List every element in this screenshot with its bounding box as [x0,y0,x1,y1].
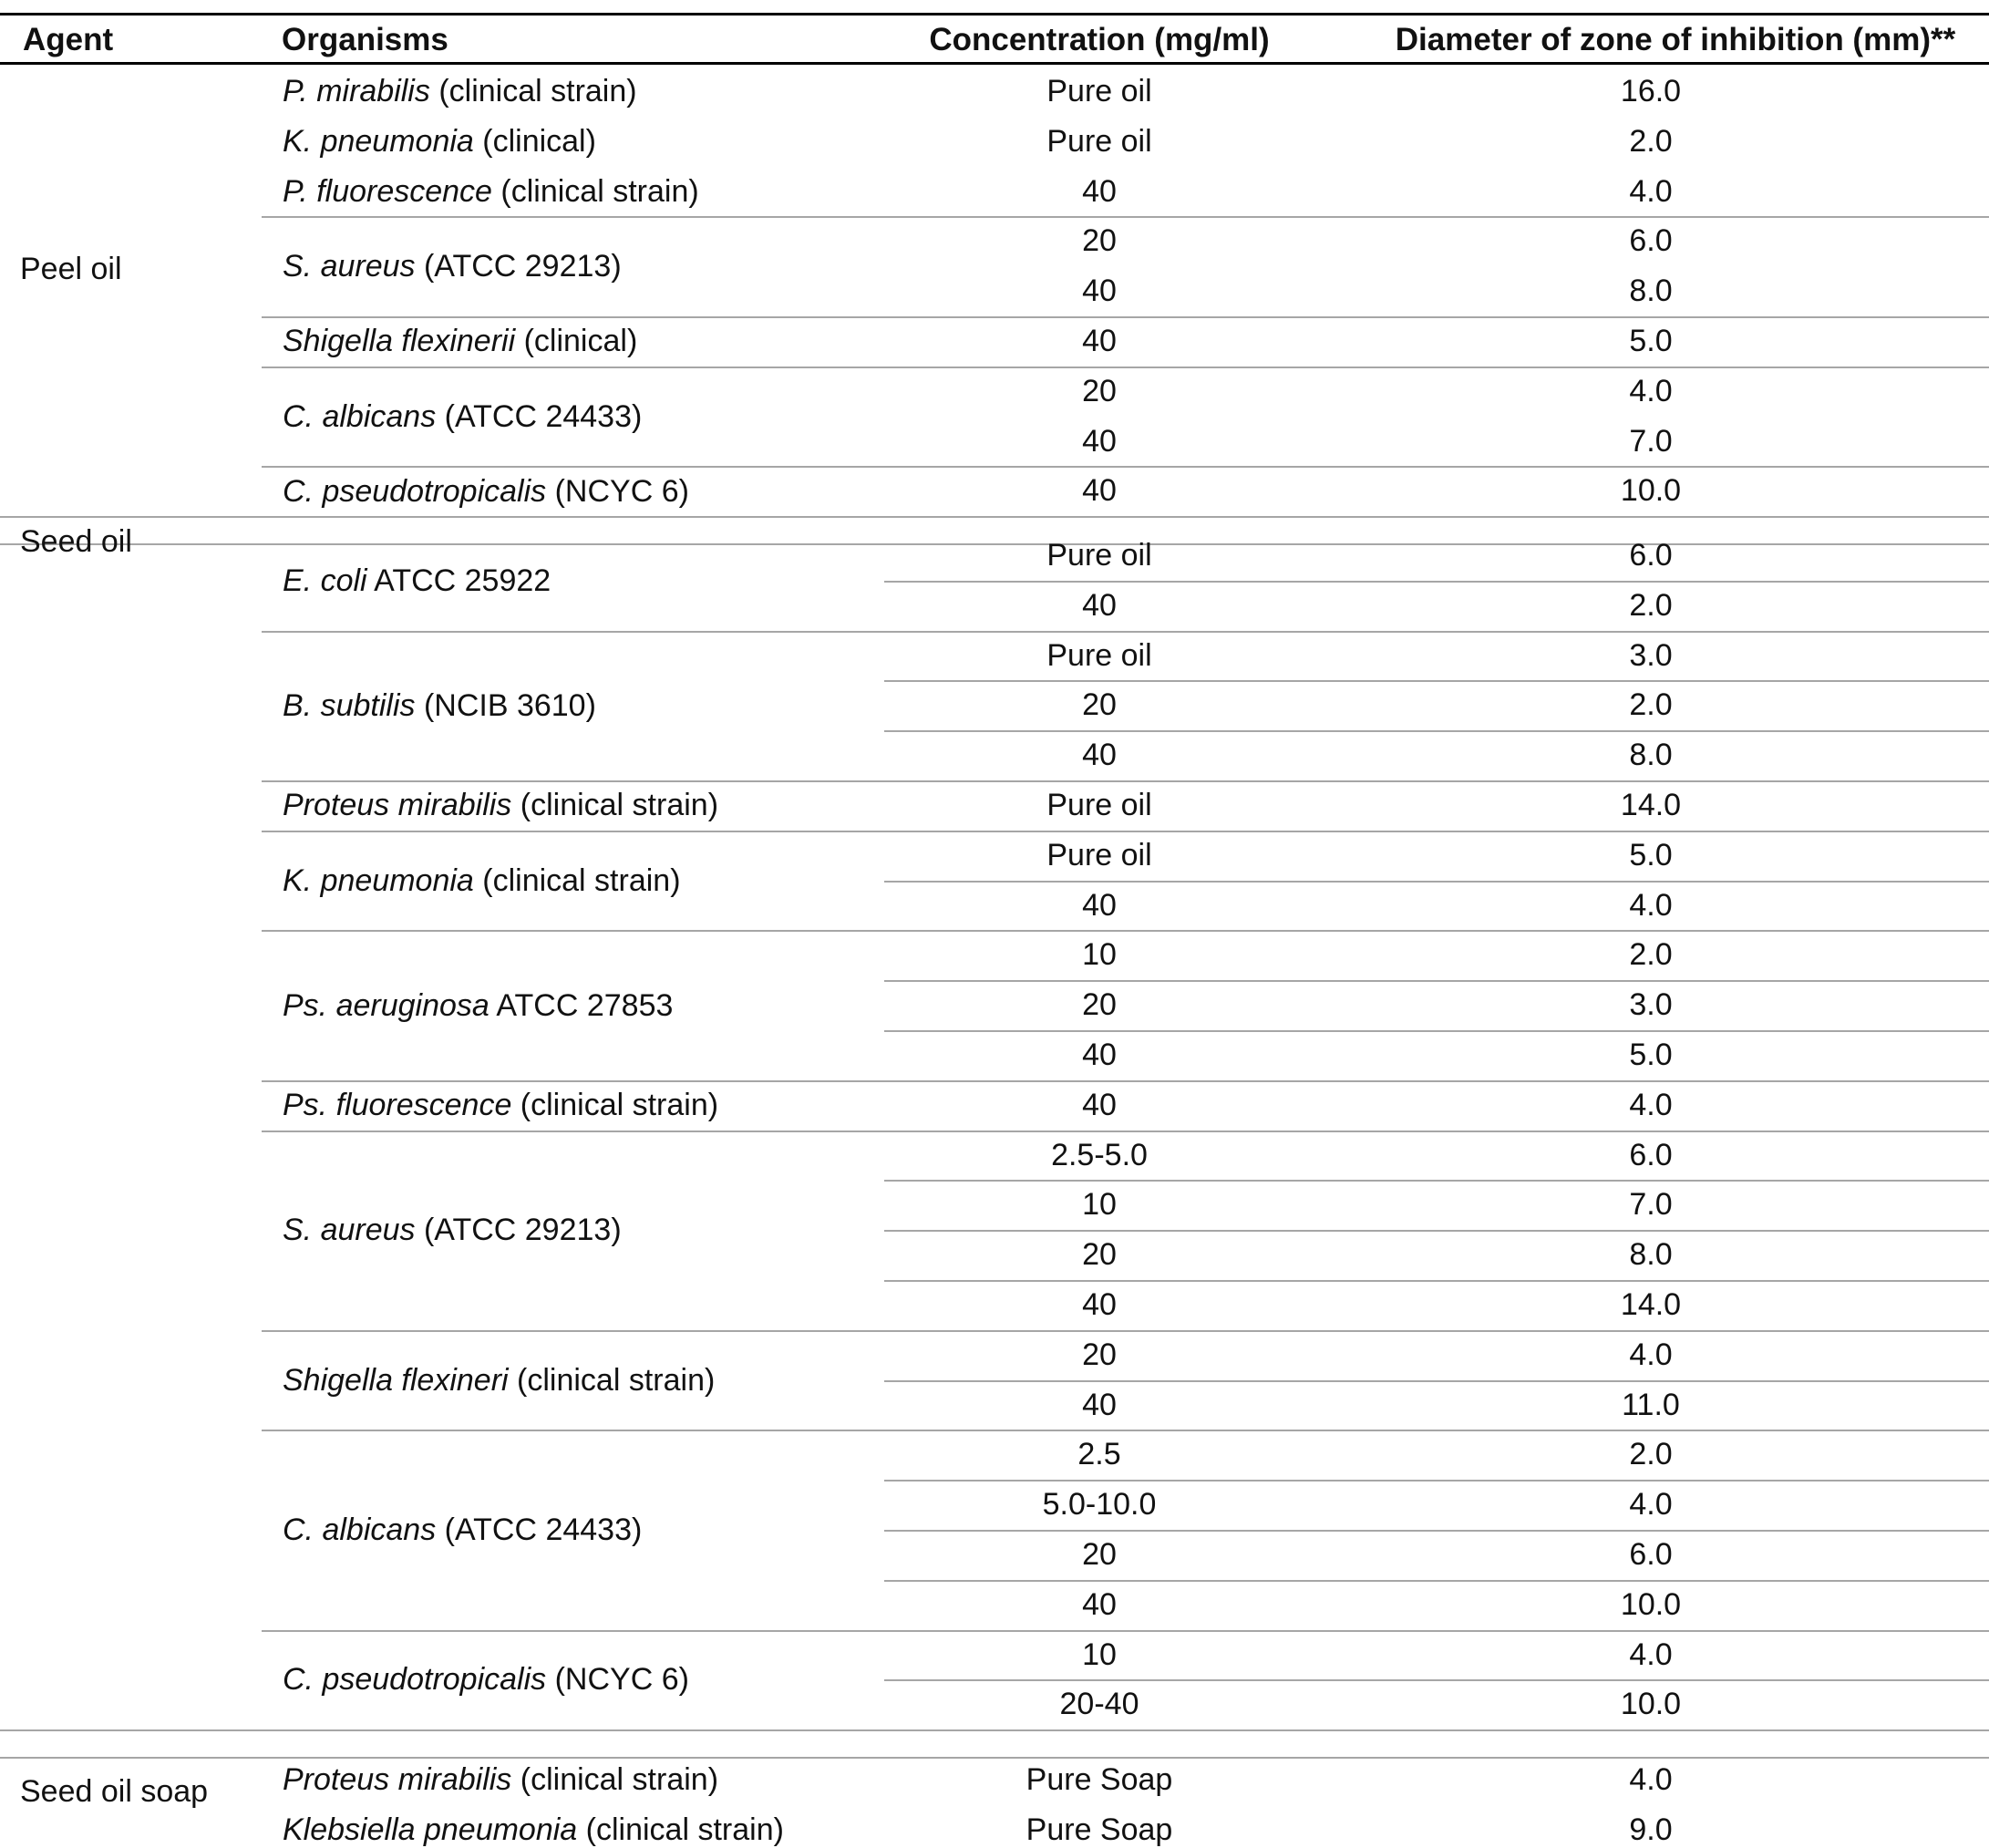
diameter-cell: 6.0 [1629,1137,1673,1172]
organism-name [283,248,622,284]
organism-strain: (ATCC 24433) [436,398,643,434]
sub-row-divider [884,680,1989,682]
diameter-cell: 8.0 [1629,738,1673,773]
concentration-cell: Pure oil [1046,74,1152,108]
organism-species: S. aureus [283,1213,416,1248]
concentration-cell: Pure oil [1046,538,1152,573]
diameter-cell: 2.0 [1629,587,1673,623]
organism-name [283,398,642,435]
concentration-cell: 40 [1082,1087,1117,1122]
sub-row-divider [884,1030,1989,1032]
diameter-cell: 11.0 [1622,1387,1680,1422]
organism-species: Ps. aeruginosa [283,987,490,1023]
organism-species: B. subtilis [283,687,416,723]
sub-row-divider [884,581,1989,583]
header-agent: Agent [23,22,114,57]
organism-divider [262,316,1989,318]
organism-strain: ATCC 25922 [366,563,551,598]
diameter-cell: 14.0 [1620,1287,1682,1322]
concentration-cell: 10 [1082,1187,1117,1223]
organism-strain: ATCC 27853 [489,987,674,1023]
concentration-cell: 40 [1082,1287,1117,1322]
concentration-cell: 2.5-5.0 [1051,1137,1148,1172]
organism-species: K. pneumonia [283,862,474,898]
diameter-cell: 10.0 [1620,1687,1682,1722]
agent-label: Peel oil [20,252,122,286]
concentration-cell: 20-40 [1059,1687,1139,1722]
organism-strain: (clinical strain) [508,1362,716,1398]
organism-divider [262,780,1989,782]
concentration-cell: 20 [1082,1337,1117,1372]
concentration-cell: 20 [1082,373,1117,408]
diameter-cell: 4.0 [1629,173,1673,209]
organism-divider [262,930,1989,932]
group-end-rule [0,1729,1989,1731]
organism-name [283,563,551,599]
sub-row-divider [884,1480,1989,1481]
organism-species: C. albicans [283,1512,437,1547]
diameter-cell: 14.0 [1620,788,1682,822]
organism-name [283,987,673,1024]
concentration-cell: Pure Soap [1025,1762,1173,1797]
diameter-cell: 6.0 [1629,1537,1673,1572]
organism-species: E. coli [283,563,367,598]
concentration-cell: 20 [1082,1237,1117,1273]
diameter-cell: 4.0 [1629,1337,1673,1372]
concentration-cell: 40 [1082,1038,1117,1072]
diameter-cell: 5.0 [1629,1038,1673,1072]
organism-strain: (clinical) [473,124,596,160]
organism-name [283,323,637,359]
organism-name [283,862,681,899]
concentration-cell: Pure Soap [1025,1812,1173,1847]
sub-row-divider [884,1679,1989,1681]
group-start-rule [0,543,1989,545]
concentration-cell: 40 [1082,423,1117,459]
diameter-cell: 5.0 [1629,837,1673,872]
diameter-cell: 6.0 [1629,223,1673,259]
organism-name [283,1362,715,1399]
agent-label: Seed oil soap [20,1774,209,1809]
sub-row-divider [884,730,1989,732]
organism-strain: (clinical strain) [429,74,637,109]
organism-name [283,1087,718,1123]
diameter-cell: 8.0 [1629,1237,1673,1273]
sub-row-divider [884,881,1989,883]
diameter-cell: 4.0 [1629,887,1673,923]
concentration-cell: 20 [1082,987,1117,1023]
organism-strain: (ATCC 24433) [436,1512,643,1547]
diameter-cell: 4.0 [1629,1487,1673,1523]
sub-row-divider [884,1530,1989,1532]
organism-species: C. albicans [283,398,437,434]
table-top-rule [0,13,1989,15]
organism-divider [262,1130,1989,1132]
organism-strain: (ATCC 29213) [415,1213,622,1248]
concentration-cell: 40 [1082,738,1117,773]
diameter-cell: 4.0 [1629,1087,1673,1122]
organism-strain: (ATCC 29213) [415,249,622,284]
sub-row-divider [884,1280,1989,1282]
concentration-cell: 40 [1082,587,1117,623]
organism-divider [262,1430,1989,1431]
sub-row-divider [884,1180,1989,1182]
concentration-cell: Pure oil [1046,123,1152,159]
sub-row-divider [884,1380,1989,1382]
header-diameter: Diameter of zone of inhibition (mm)** [1395,22,1956,57]
diameter-cell: 8.0 [1629,274,1673,309]
organism-divider [262,466,1989,468]
diameter-cell: 7.0 [1629,423,1673,459]
organism-species: Ps. fluorescence [283,1088,512,1123]
organism-strain: (clinical) [515,324,638,359]
diameter-cell: 9.0 [1629,1812,1673,1847]
organism-species: C. pseudotropicalis [283,473,547,509]
organism-species: C. pseudotropicalis [283,1662,547,1698]
diameter-cell: 16.0 [1620,74,1682,108]
header-organisms: Organisms [282,22,448,57]
organism-species: Shigella flexineri [283,1362,509,1398]
concentration-cell: Pure oil [1046,788,1152,822]
agent-label: Seed oil [20,524,132,559]
organism-name [283,1512,642,1548]
sub-row-divider [884,1580,1989,1582]
organism-name [283,687,596,724]
organism-strain: (clinical strain) [511,788,719,823]
diameter-cell: 10.0 [1620,1586,1682,1622]
organism-name [283,473,689,510]
organism-divider [262,831,1989,832]
organism-name [283,123,596,160]
organism-species: Proteus mirabilis [283,1762,512,1798]
organism-divider [262,1330,1989,1332]
diameter-cell: 2.0 [1629,937,1673,973]
diameter-cell: 2.0 [1629,123,1673,159]
header-concentration: Concentration (mg/ml) [929,22,1270,57]
organism-species: Klebsiella pneumonia [283,1812,578,1848]
organism-species: S. aureus [283,249,416,284]
organism-strain: (clinical strain) [511,1762,719,1798]
concentration-cell: 2.5 [1077,1437,1121,1472]
concentration-cell: 20 [1082,687,1117,723]
concentration-cell: 10 [1082,1636,1117,1672]
organism-strain: (clinical strain) [473,862,681,898]
organism-name [283,1761,718,1798]
organism-strain: (NCIB 3610) [415,687,596,723]
concentration-cell: 10 [1082,937,1117,973]
concentration-cell: 40 [1082,324,1117,358]
diameter-cell: 7.0 [1629,1187,1673,1223]
organism-strain: (NCYC 6) [546,1662,689,1698]
organism-name [283,787,718,823]
organism-species: Proteus mirabilis [283,788,512,823]
diameter-cell: 4.0 [1629,1762,1673,1797]
organism-name [283,73,637,109]
organism-divider [262,1630,1989,1632]
organism-name [283,1812,784,1848]
concentration-cell: 20 [1082,223,1117,259]
diameter-cell: 5.0 [1629,324,1673,358]
concentration-cell: 40 [1082,173,1117,209]
concentration-cell: 40 [1082,473,1117,509]
organism-name [283,1212,622,1248]
organism-name [283,173,699,210]
diameter-cell: 2.0 [1629,687,1673,723]
organism-divider [262,367,1989,368]
diameter-cell: 4.0 [1629,373,1673,408]
organism-divider [262,216,1989,218]
concentration-cell: 40 [1082,1586,1117,1622]
concentration-cell: Pure oil [1046,837,1152,872]
diameter-cell: 3.0 [1629,987,1673,1023]
organism-strain: (clinical strain) [577,1812,784,1848]
organism-species: K. pneumonia [283,124,474,160]
organism-strain: (clinical strain) [511,1088,719,1123]
group-end-rule [0,516,1989,518]
concentration-cell: 40 [1082,274,1117,309]
concentration-cell: 40 [1082,887,1117,923]
concentration-cell: 40 [1082,1387,1117,1422]
organism-species: Shigella flexinerii [283,324,516,359]
diameter-cell: 4.0 [1629,1636,1673,1672]
organism-species: P. fluorescence [283,174,492,209]
organism-divider [262,631,1989,633]
organism-divider [262,1080,1989,1082]
sub-row-divider [884,980,1989,982]
organism-strain: (NCYC 6) [546,473,689,509]
diameter-cell: 2.0 [1629,1437,1673,1472]
organism-species: P. mirabilis [283,74,430,109]
header-bottom-rule [0,62,1989,65]
organism-name [283,1661,689,1698]
group-start-rule [0,1757,1989,1759]
organism-strain: (clinical strain) [491,174,699,209]
concentration-cell: Pure oil [1046,637,1152,673]
diameter-cell: 10.0 [1620,473,1682,509]
sub-row-divider [884,1230,1989,1232]
diameter-cell: 6.0 [1629,538,1673,573]
concentration-cell: 5.0-10.0 [1042,1487,1157,1523]
concentration-cell: 20 [1082,1537,1117,1572]
diameter-cell: 3.0 [1629,637,1673,673]
